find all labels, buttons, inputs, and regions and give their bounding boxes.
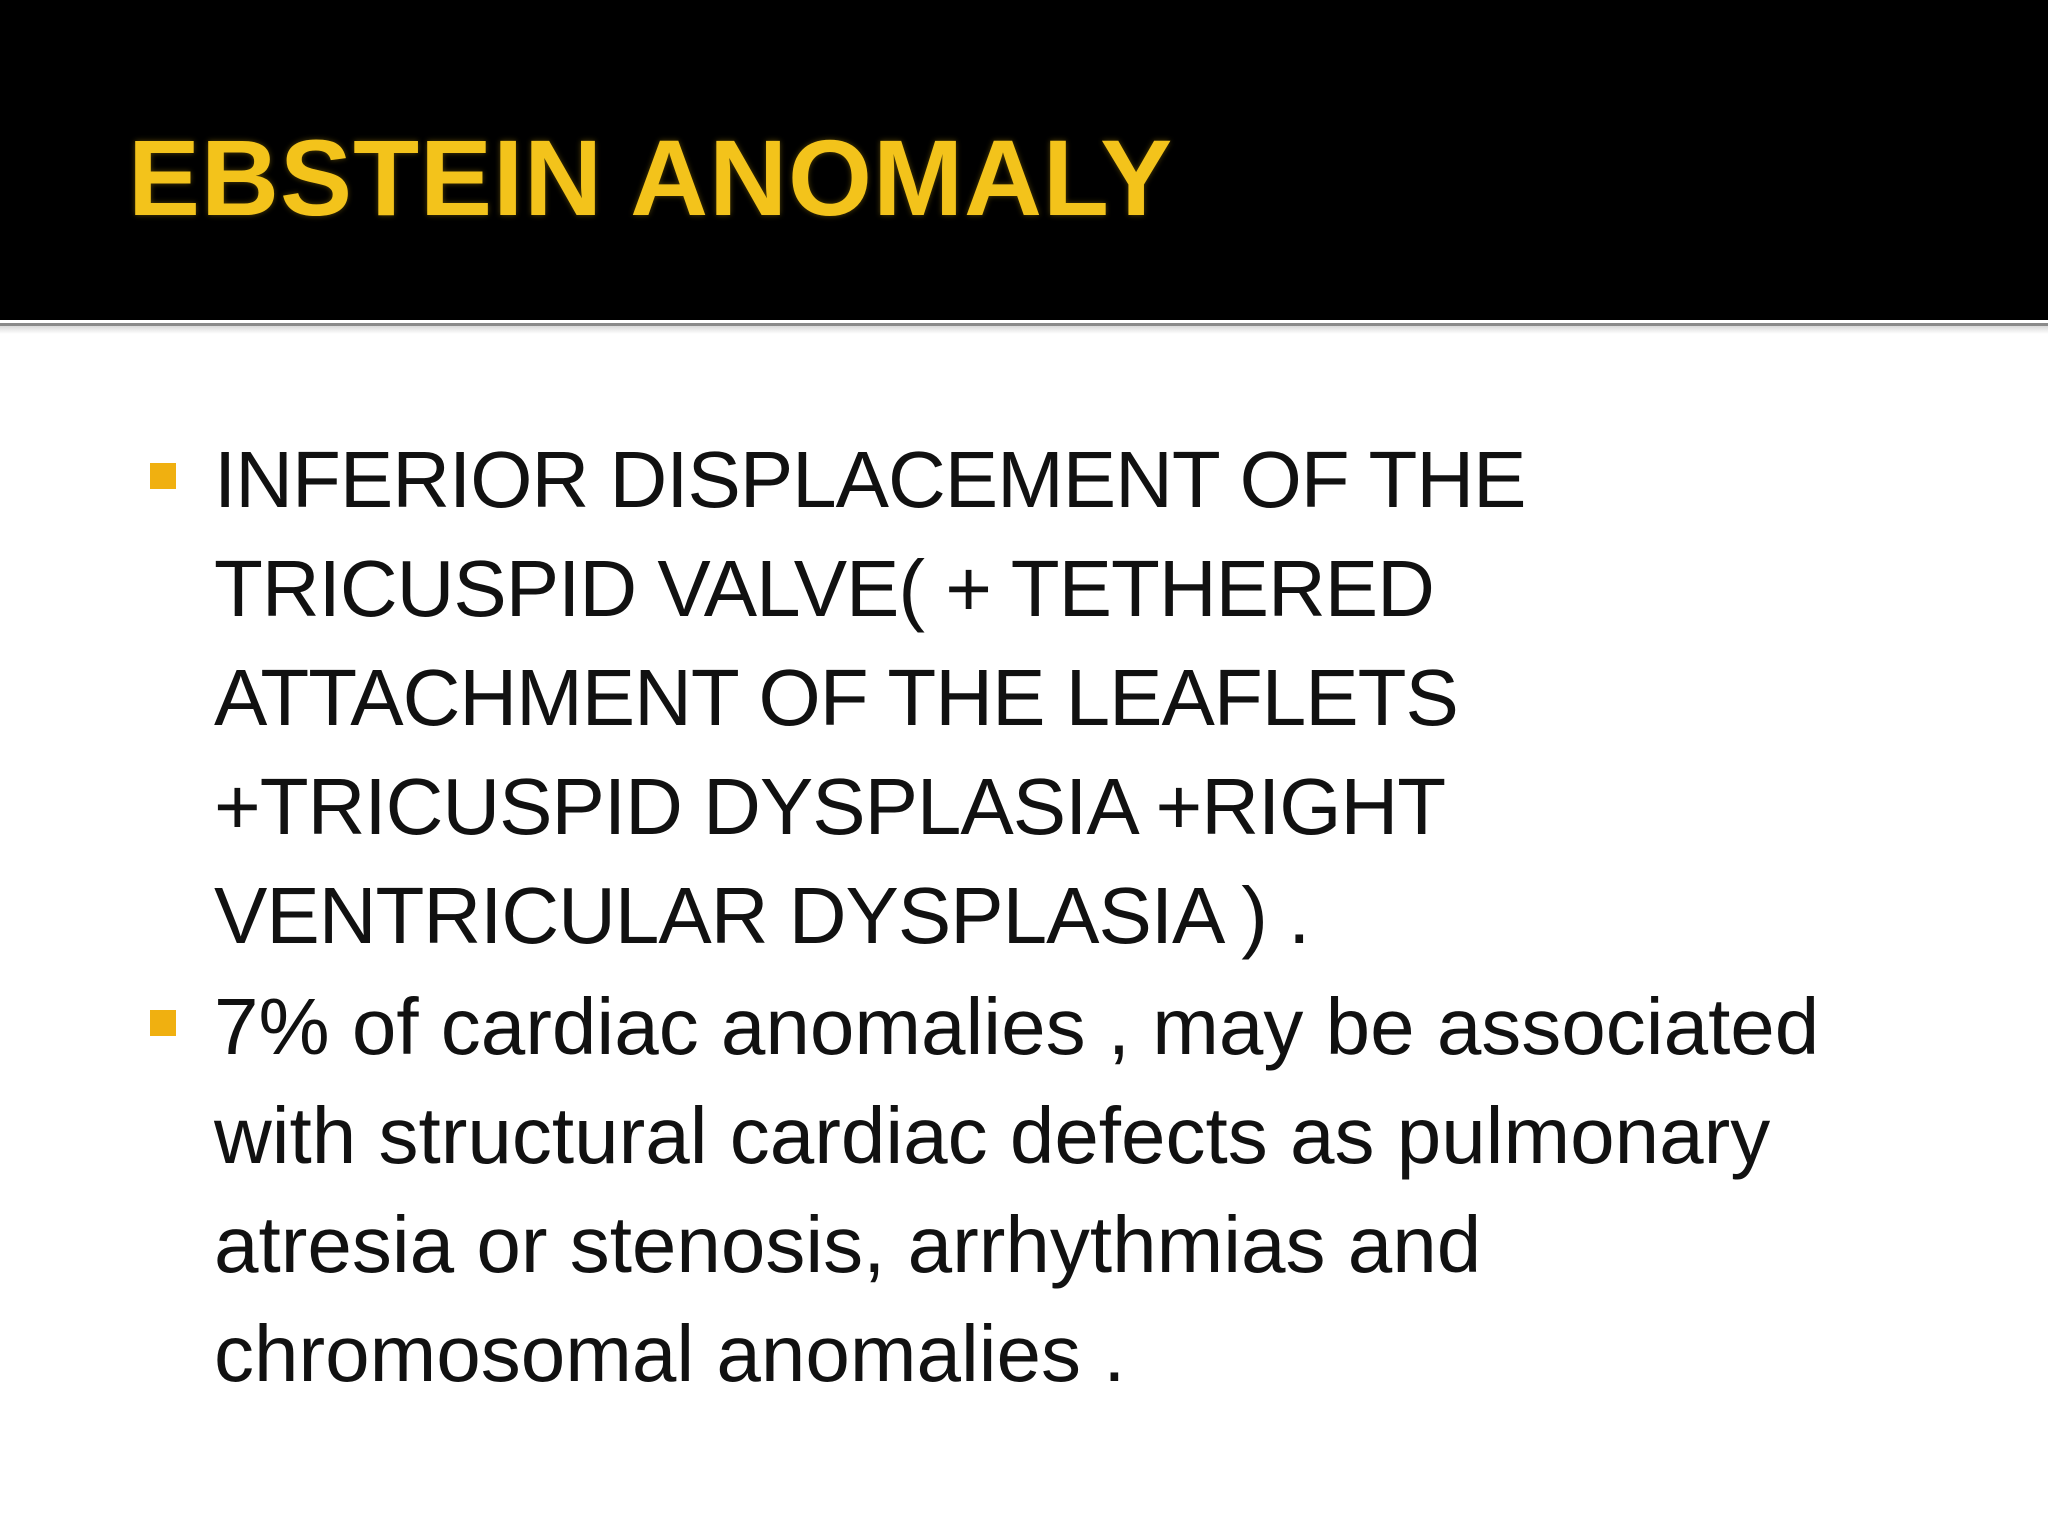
- bullet-line: +TRICUSPID DYSPLASIA +RIGHT: [214, 762, 1446, 851]
- square-bullet-icon: [150, 1010, 176, 1036]
- bullet-text: [214, 425, 1930, 970]
- bullet-item-displacement: [150, 425, 1930, 970]
- bullet-line: TRICUSPID VALVE( + TETHERED: [214, 544, 1434, 633]
- bullet-line: INFERIOR DISPLACEMENT OF THE: [214, 435, 1526, 524]
- bullet-line: chromosomal anomalies .: [214, 1309, 1126, 1398]
- bullet-list: [150, 425, 1930, 1408]
- title-band: [0, 0, 2048, 320]
- bullet-line: with structural cardiac defects as pulmonary: [214, 1091, 1771, 1180]
- bullet-item-associations: [150, 972, 1930, 1408]
- slide-title: EBSTEIN ANOMALY: [128, 117, 1174, 238]
- bullet-text: [214, 972, 1930, 1408]
- bullet-line: atresia or stenosis, arrhythmias and: [214, 1200, 1482, 1289]
- bullet-line: 7% of cardiac anomalies , may be associated: [214, 982, 1820, 1071]
- title-divider: [0, 320, 2048, 334]
- square-bullet-icon: [150, 463, 176, 489]
- bullet-line: VENTRICULAR DYSPLASIA ) .: [214, 871, 1310, 960]
- bullet-line: ATTACHMENT OF THE LEAFLETS: [214, 653, 1458, 742]
